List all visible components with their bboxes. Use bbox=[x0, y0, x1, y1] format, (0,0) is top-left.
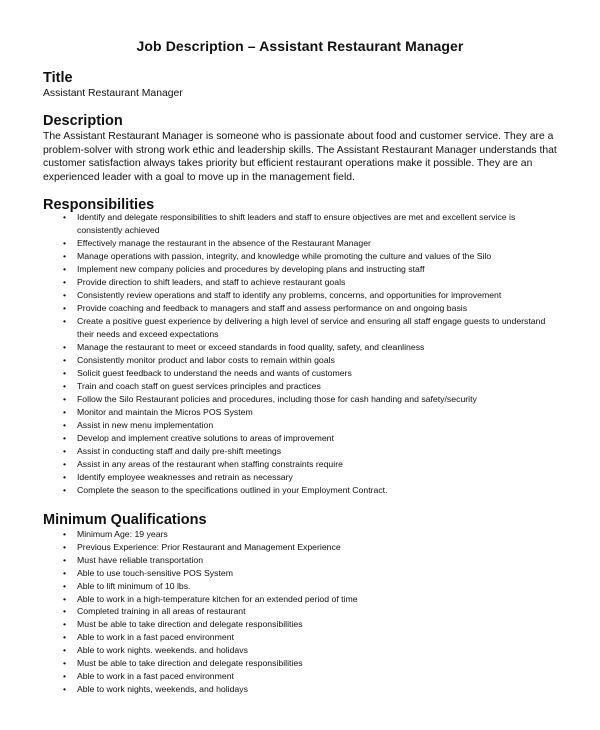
bullet-icon: • bbox=[63, 420, 67, 430]
qualification-item bbox=[0, 657, 600, 670]
responsibility-item bbox=[0, 276, 600, 289]
qualification-item bbox=[0, 541, 600, 554]
bullet-icon: • bbox=[63, 683, 67, 694]
list-item-text: Develop and implement creative solutions to areas of improvement bbox=[77, 433, 334, 443]
list-item-text: Monitor and maintain the Micros POS System bbox=[77, 407, 253, 417]
bullet-icon: • bbox=[63, 368, 67, 378]
responsibility-item bbox=[0, 250, 600, 263]
bullet-icon: • bbox=[63, 632, 67, 643]
description-heading: Description bbox=[43, 113, 123, 129]
list-item-text: Previous Experience: Prior Restaurant and Management Experience bbox=[77, 541, 341, 552]
list-item-text: Able to work in a fast paced environment bbox=[77, 632, 234, 643]
bullet-icon: • bbox=[63, 529, 67, 539]
qualification-item bbox=[0, 631, 600, 644]
list-item-text: Able to work nights. weekends. and holidavs bbox=[77, 645, 248, 656]
list-item-text: Completed training in all areas of restaurant bbox=[77, 606, 246, 617]
list-item-text: Assist in conducting staff and daily pre-shift meetings bbox=[77, 446, 282, 456]
responsibility-item bbox=[0, 354, 600, 367]
list-item-text: Assist in any areas of the restaurant when staffing constraints require bbox=[77, 459, 343, 469]
list-item-text: Consistently review operations and staff to identify any problems, concerns, and opportunities for improvement bbox=[77, 290, 502, 300]
responsibilities-heading: Responsibilities bbox=[43, 197, 155, 213]
bullet-icon: • bbox=[63, 238, 67, 248]
qualifications-list bbox=[0, 528, 600, 696]
bullet-icon: • bbox=[63, 303, 67, 313]
bullet-icon: • bbox=[63, 381, 67, 391]
bullet-icon: • bbox=[63, 433, 67, 443]
list-item-text: Able to use touch-sensitive POS System bbox=[77, 567, 233, 578]
description-text: The Assistant Restaurant Manager is someone who is passionate about food and customer service. They are a problem-solver with strong work ethic and leadership skills. The Assistant Restaurant Manager understands that customer satisfaction always takes priority but efficient restaurant operations make it possible. They are an experienced leader with a goal to move up in the management field. bbox=[43, 131, 557, 183]
list-item-text: Assist in new menu implementation bbox=[77, 420, 214, 430]
bullet-icon: • bbox=[63, 355, 67, 365]
bullet-icon: • bbox=[63, 407, 67, 417]
qualification-item bbox=[0, 567, 600, 580]
qualification-item bbox=[0, 670, 600, 683]
bullet-icon: • bbox=[63, 316, 67, 326]
list-item-text: Able to work in a high-temperature kitchen for an extended period of time bbox=[77, 593, 358, 604]
responsibility-item bbox=[0, 341, 600, 354]
responsibility-item bbox=[0, 432, 600, 445]
bullet-icon: • bbox=[63, 342, 67, 352]
responsibility-item bbox=[0, 445, 600, 458]
responsibility-item bbox=[0, 367, 600, 380]
responsibility-item bbox=[0, 458, 600, 471]
list-item-text: Create a positive guest experience by delivering a high level of service and ensuring all staff engage guests to understand their needs and exceed expectations bbox=[77, 316, 546, 339]
bullet-icon: • bbox=[63, 446, 67, 456]
qualification-item bbox=[0, 618, 600, 631]
responsibility-item bbox=[0, 393, 600, 406]
list-item-text: Able to work in a fast paced environment bbox=[77, 670, 234, 681]
qualification-item bbox=[0, 580, 600, 593]
bullet-icon: • bbox=[63, 567, 67, 578]
list-item-text: Train and coach staff on guest services principles and practices bbox=[77, 381, 321, 391]
responsibility-item bbox=[0, 471, 600, 484]
responsibility-item bbox=[0, 380, 600, 393]
responsibility-item bbox=[0, 211, 600, 237]
bullet-icon: • bbox=[63, 645, 67, 656]
bullet-icon: • bbox=[63, 580, 67, 591]
bullet-icon: • bbox=[63, 394, 67, 404]
list-item-text: Manage operations with passion, integrity, and knowledge while promoting the culture and values of the Silo bbox=[77, 251, 492, 261]
qualification-item bbox=[0, 554, 600, 567]
list-item-text: Complete the season to the specifications outlined in your Employment Contract. bbox=[77, 485, 388, 495]
responsibility-item bbox=[0, 484, 600, 497]
list-item-text: Implement new company policies and procedures by developing plans and instructing staff bbox=[77, 264, 425, 274]
list-item-text: Minimum Age: 19 years bbox=[77, 529, 168, 539]
responsibility-item bbox=[0, 406, 600, 419]
responsibility-item bbox=[0, 263, 600, 276]
qualification-item bbox=[0, 683, 600, 696]
bullet-icon: • bbox=[63, 670, 67, 681]
bullet-icon: • bbox=[63, 459, 67, 469]
list-item-text: Manage the restaurant to meet or exceed standards in food quality, safety, and cleanliness bbox=[77, 342, 425, 352]
qualifications-heading: Minimum Qualifications bbox=[43, 512, 207, 528]
list-item-text: Must have reliable transportation bbox=[77, 554, 204, 565]
document-title: Job Description – Assistant Restaurant Manager bbox=[136, 38, 464, 54]
qualification-item bbox=[0, 593, 600, 606]
responsibility-item bbox=[0, 315, 600, 341]
bullet-icon: • bbox=[63, 277, 67, 287]
qualification-item bbox=[0, 644, 600, 657]
title-heading: Title bbox=[43, 70, 73, 86]
bullet-icon: • bbox=[63, 290, 67, 300]
list-item-text: Solicit guest feedback to understand the needs and wants of customers bbox=[77, 368, 352, 378]
bullet-icon: • bbox=[63, 485, 67, 495]
list-item-text: Must be able to take direction and delegate responsibilities bbox=[77, 619, 303, 630]
list-item-text: Provide coaching and feedback to managers and staff and assess performance on and ongoing basis bbox=[77, 303, 468, 313]
list-item-text: Able to lift minimum of 10 lbs. bbox=[77, 580, 191, 591]
job-title-text: Assistant Restaurant Manager bbox=[43, 88, 183, 99]
bullet-icon: • bbox=[63, 212, 67, 222]
list-item-text: Consistently monitor product and labor costs to remain within goals bbox=[77, 355, 335, 365]
list-item-text: Provide direction to shift leaders, and staff to achieve restaurant goals bbox=[77, 277, 346, 287]
bullet-icon: • bbox=[63, 554, 67, 565]
list-item-text: Must be able to take direction and delegate responsibilities bbox=[77, 658, 303, 669]
list-item-text: Follow the Silo Restaurant policies and procedures, including those for cash handing and safety/security bbox=[77, 394, 477, 404]
responsibility-item bbox=[0, 237, 600, 250]
list-item-text: Identify and delegate responsibilities to shift leaders and staff to ensure objectives are met and excellent service is consistently achieved bbox=[77, 212, 516, 235]
bullet-icon: • bbox=[63, 593, 67, 604]
list-item-text: Effectively manage the restaurant in the absence of the Restaurant Manager bbox=[77, 238, 371, 248]
list-item-text: Able to work nights, weekends, and holidays bbox=[77, 683, 248, 694]
bullet-icon: • bbox=[63, 541, 67, 552]
bullet-icon: • bbox=[63, 619, 67, 630]
responsibility-item bbox=[0, 302, 600, 315]
responsibilities-list bbox=[0, 211, 600, 497]
qualification-item bbox=[0, 528, 600, 541]
bullet-icon: • bbox=[63, 606, 67, 617]
bullet-icon: • bbox=[63, 658, 67, 669]
responsibility-item bbox=[0, 419, 600, 432]
bullet-icon: • bbox=[63, 264, 67, 274]
list-item-text: Identify employee weaknesses and retrain as necessary bbox=[77, 472, 293, 482]
responsibility-item bbox=[0, 289, 600, 302]
bullet-icon: • bbox=[63, 251, 67, 261]
bullet-icon: • bbox=[63, 472, 67, 482]
qualification-item bbox=[0, 605, 600, 618]
